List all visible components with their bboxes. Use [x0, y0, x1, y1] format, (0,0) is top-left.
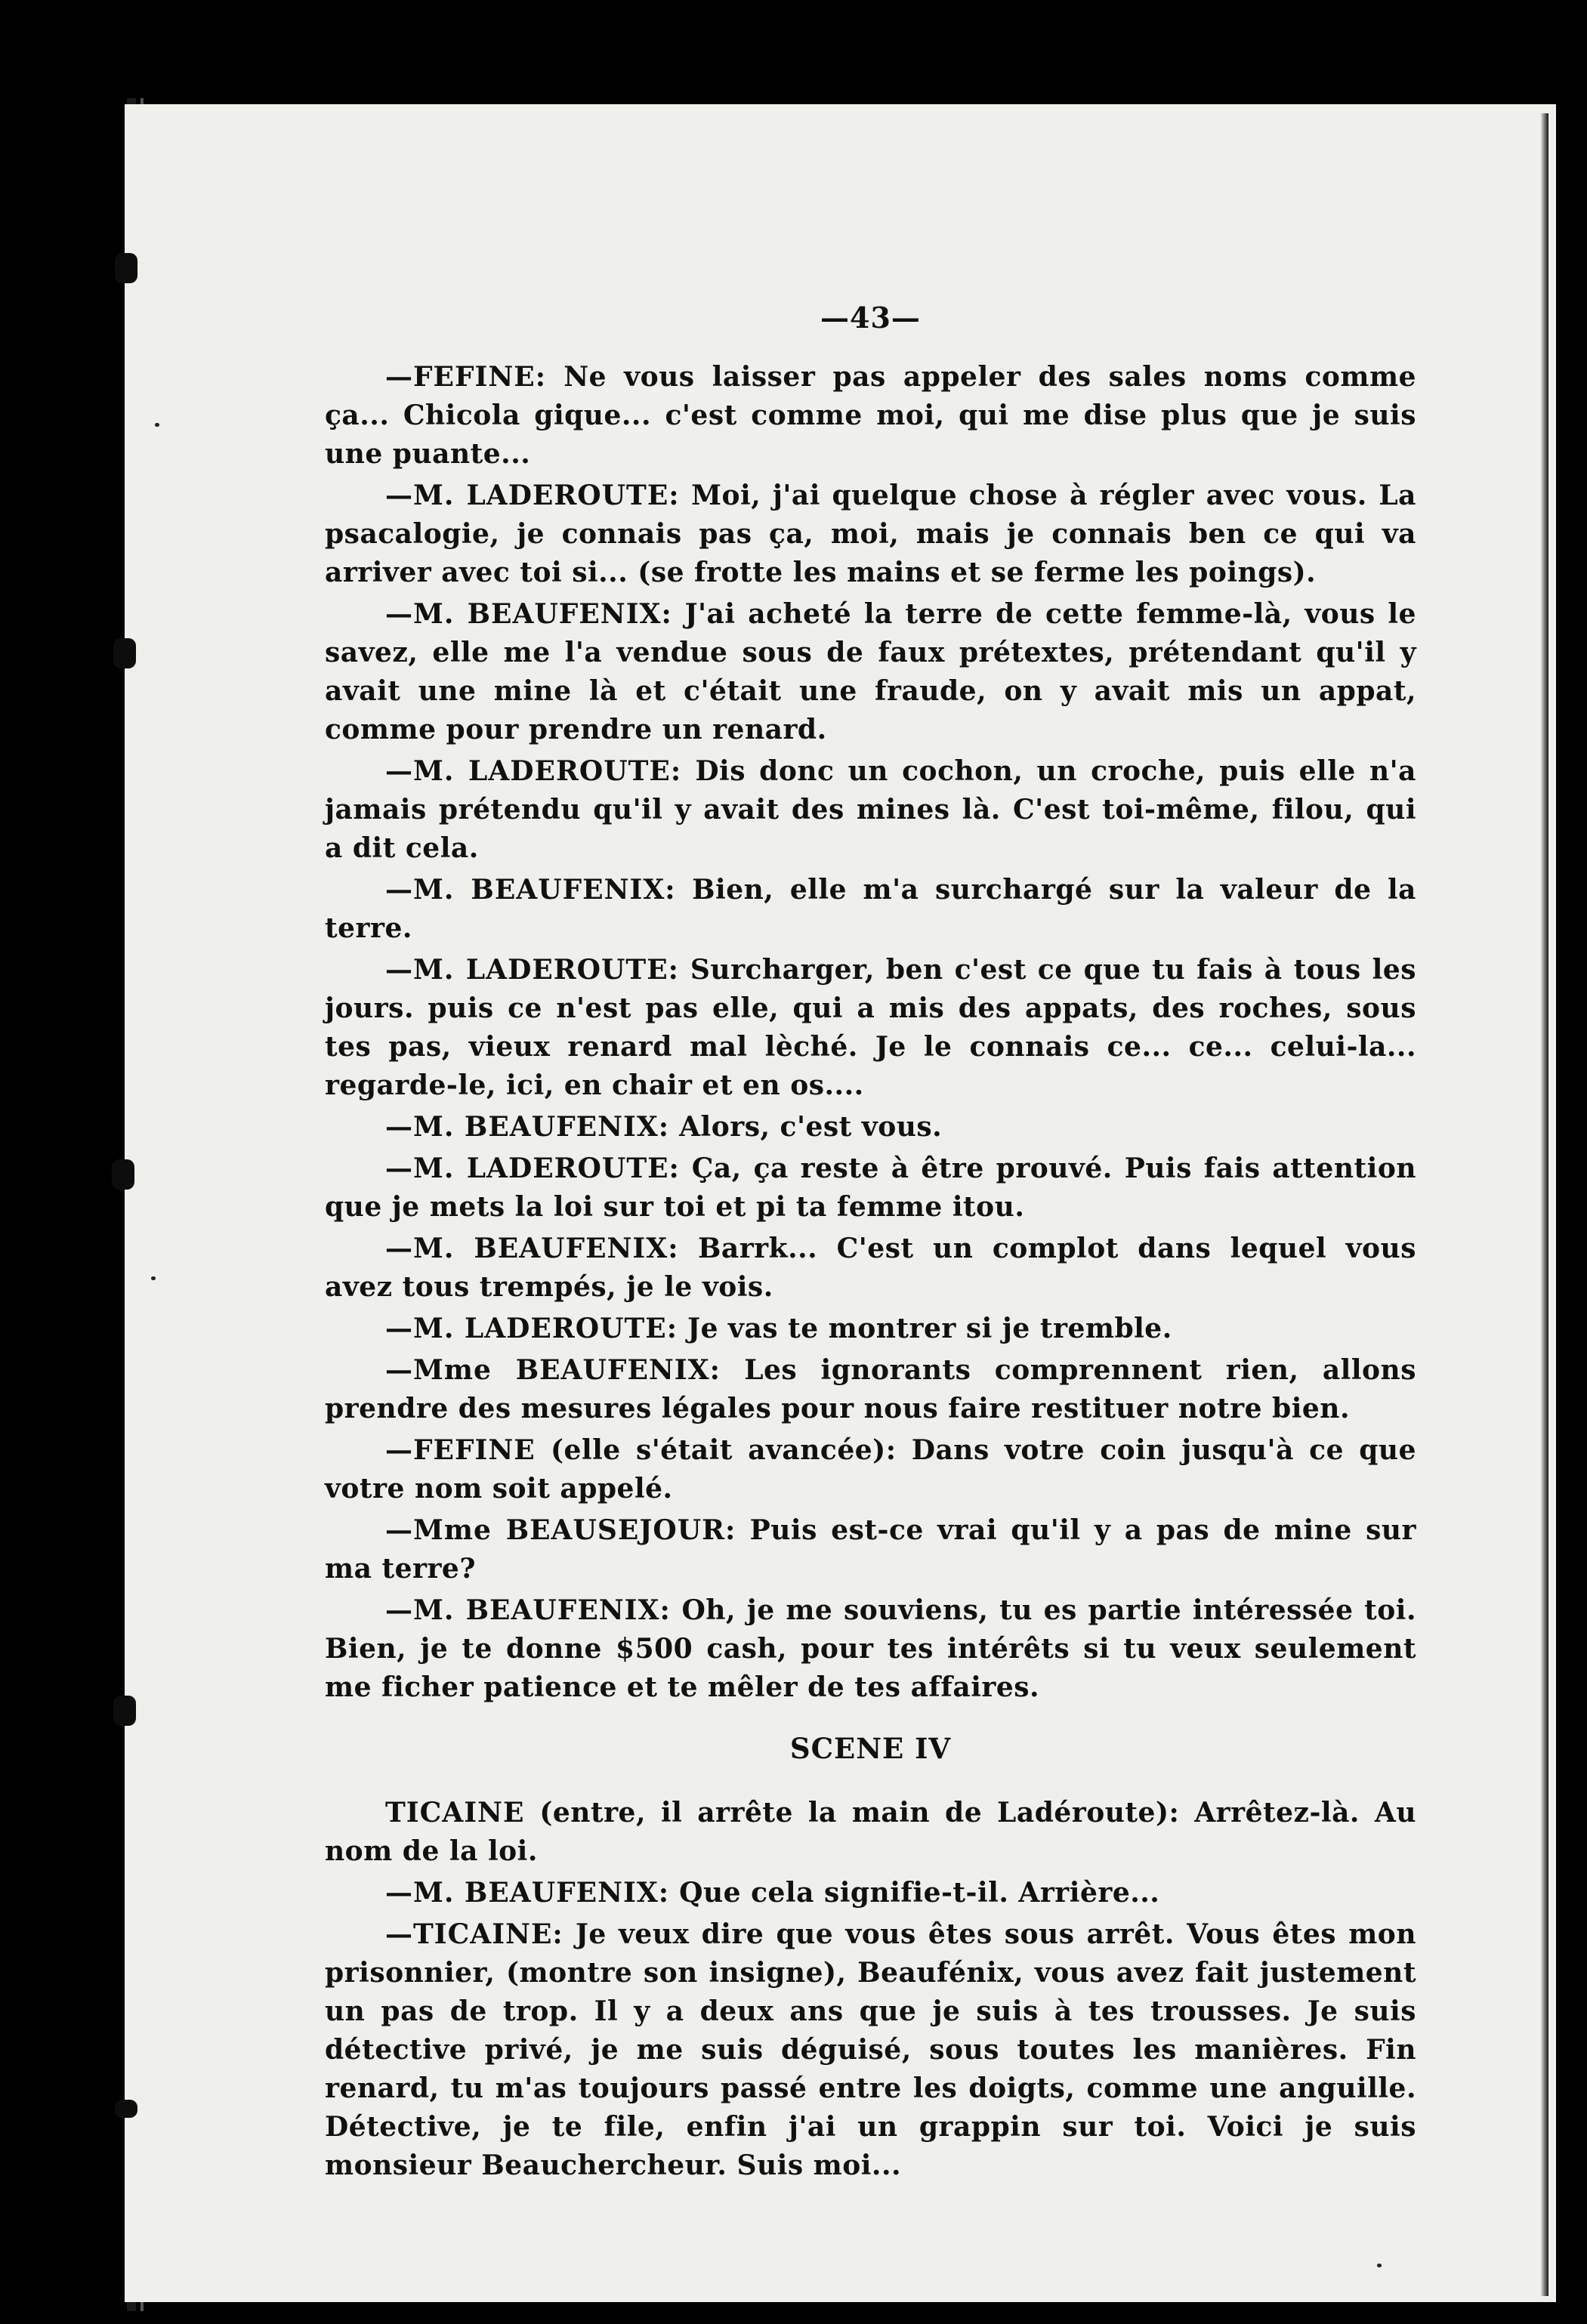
- dialogue-line: [325, 1150, 1416, 1227]
- dialogue-line: [325, 1511, 1416, 1588]
- speaker-name: —FEFINE: [385, 1434, 536, 1466]
- paper-speck: [151, 1276, 156, 1280]
- speaker-name: TICAINE: [385, 1797, 525, 1829]
- dialogue-text: Moi, j'ai quelque chose à régler avec vous. La psacalogie, je connais pas ça, moi, mais je connais ben ce qui va arriver avec toi si... (se frotte les mains et se ferme les poings).: [325, 480, 1416, 588]
- dialogue-line: [325, 1351, 1416, 1428]
- speaker-name: —M. LADEROUTE:: [385, 954, 679, 986]
- dialogue-text: Puis est-ce vrai qu'il y a pas de mine sur ma terre?: [325, 1514, 1416, 1585]
- dialogue-line: [325, 1591, 1416, 1707]
- dialogue-text: Les ignorants comprennent rien, allons prendre des mesures légales pour nous faire restituer notre bien.: [325, 1354, 1416, 1424]
- dialogue-line: [325, 1915, 1416, 2185]
- speaker-name: —M. LADEROUTE:: [385, 1153, 680, 1184]
- binding-hole-mark: [113, 1696, 136, 1726]
- speaker-name: —M. BEAUFENIX:: [385, 598, 672, 630]
- scene-heading: SCENE IV: [789, 1732, 952, 1765]
- dialogue-line: [325, 1874, 1416, 1912]
- speaker-name: —TICAINE:: [385, 1918, 563, 1950]
- speaker-name: —FEFINE:: [385, 361, 547, 393]
- dialogue-block: [325, 1794, 1416, 2185]
- dialogue-text: (entre, il arrête la main de Ladéroute): Arrêtez-là. Au nom de la loi.: [325, 1797, 1416, 1867]
- speaker-name: —Mme BEAUSEJOUR:: [385, 1514, 736, 1546]
- page-number: —43—: [820, 301, 921, 335]
- speaker-name: —M. LADEROUTE:: [385, 1313, 678, 1344]
- speaker-name: —M. BEAUFENIX:: [385, 874, 676, 906]
- dialogue-text: Alors, c'est vous.: [669, 1111, 943, 1143]
- page-text: [325, 298, 1416, 2188]
- dialogue-line: [325, 358, 1416, 474]
- dialogue-text: Dis donc un cochon, un croche, puis elle n'a jamais prétendu qu'il y avait des mines là. C'est toi-même, filou, qui a dit cela.: [325, 755, 1416, 864]
- dialogue-text: Oh, je me souviens, tu es partie intéressée toi. Bien, je te donne $500 cash, pour tes intérêts si tu veux seulement me ficher patience et te mêler de tes affaires.: [325, 1594, 1417, 1703]
- dialogue-text: Je vas te montrer si je tremble.: [678, 1313, 1172, 1344]
- dialogue-text: Surcharger, ben c'est ce que tu fais à tous les jours. puis ce n'est pas elle, qui a mis des appats, des roches, sous tes pas, vieux renard mal lèché. Je le connais ce... ce... celui-la... regarde-le, ici, en chair et en os....: [325, 954, 1416, 1101]
- speaker-name: —M. BEAUFENIX:: [385, 1877, 670, 1909]
- dialogue-text: (elle s'était avancée): Dans votre coin jusqu'à ce que votre nom soit appelé.: [325, 1434, 1416, 1505]
- dialogue-text: Ça, ça reste à être prouvé. Puis fais attention que je mets la loi sur toi et pi ta femme itou.: [325, 1153, 1417, 1223]
- dialogue-line: [325, 477, 1416, 592]
- page-right-edge: [1541, 113, 1548, 2296]
- speaker-name: —M. LADEROUTE:: [385, 755, 682, 787]
- dialogue-text: Ne vous laisser pas appeler des sales noms comme ça... Chicola gique... c'est comme moi, qui me dise plus que je suis une puante...: [325, 361, 1416, 470]
- dialogue-line: [325, 1794, 1416, 1871]
- speaker-name: —Mme BEAUFENIX:: [385, 1354, 721, 1386]
- binding-hole-mark: [115, 2100, 137, 2118]
- dialogue-line: [325, 1108, 1416, 1147]
- dialogue-line: [325, 752, 1416, 868]
- dialogue-line: [325, 871, 1416, 948]
- binding-hole-mark: [115, 253, 137, 283]
- dialogue-line: [325, 1310, 1416, 1348]
- binding-hole-mark: [112, 1159, 134, 1190]
- binding-hole-mark: [113, 638, 136, 668]
- speaker-name: —M. LADEROUTE:: [385, 480, 680, 511]
- dialogue-text: Je veux dire que vous êtes sous arrêt. Vous êtes mon prisonnier, (montre son insigne), Beaufénix, vous avez fait justement un pas de trop. Il y a deux ans que je suis à tes trousses. Je suis détective privé, je me suis déguisé, sous toutes les manières. Fin renard, tu m'as toujours passé entre les doigts, comme une anguille. Détective, je te file, enfin j'ai un grappin sur toi. Voici je suis monsieur Beauchercheur. Suis moi...: [325, 1918, 1416, 2181]
- dialogue-line: [325, 951, 1416, 1105]
- speaker-name: —M. BEAUFENIX:: [385, 1111, 670, 1143]
- dialogue-line: [325, 1431, 1416, 1508]
- dialogue-line: [325, 1230, 1416, 1307]
- dialogue-block: [325, 358, 1416, 1707]
- dialogue-text: Barrk... C'est un complot dans lequel vous avez tous trempés, je le vois.: [325, 1233, 1416, 1303]
- dialogue-text: J'ai acheté la terre de cette femme-là, vous le savez, elle me l'a vendue sous de faux prétextes, prétendant qu'il y avait une mine là et c'était une fraude, on y avait mis un appat, comme pour prendre un renard.: [325, 598, 1416, 745]
- dialogue-text: Que cela signifie-t-il. Arrière...: [669, 1877, 1160, 1909]
- paper-speck: [1377, 2264, 1382, 2267]
- dialogue-text: Bien, elle m'a surchargé sur la valeur de la terre.: [325, 874, 1417, 944]
- paper-speck: [155, 423, 159, 427]
- dialogue-line: [325, 595, 1416, 749]
- speaker-name: —M. BEAUFENIX:: [385, 1233, 679, 1264]
- speaker-name: —M. BEAUFENIX:: [385, 1594, 671, 1626]
